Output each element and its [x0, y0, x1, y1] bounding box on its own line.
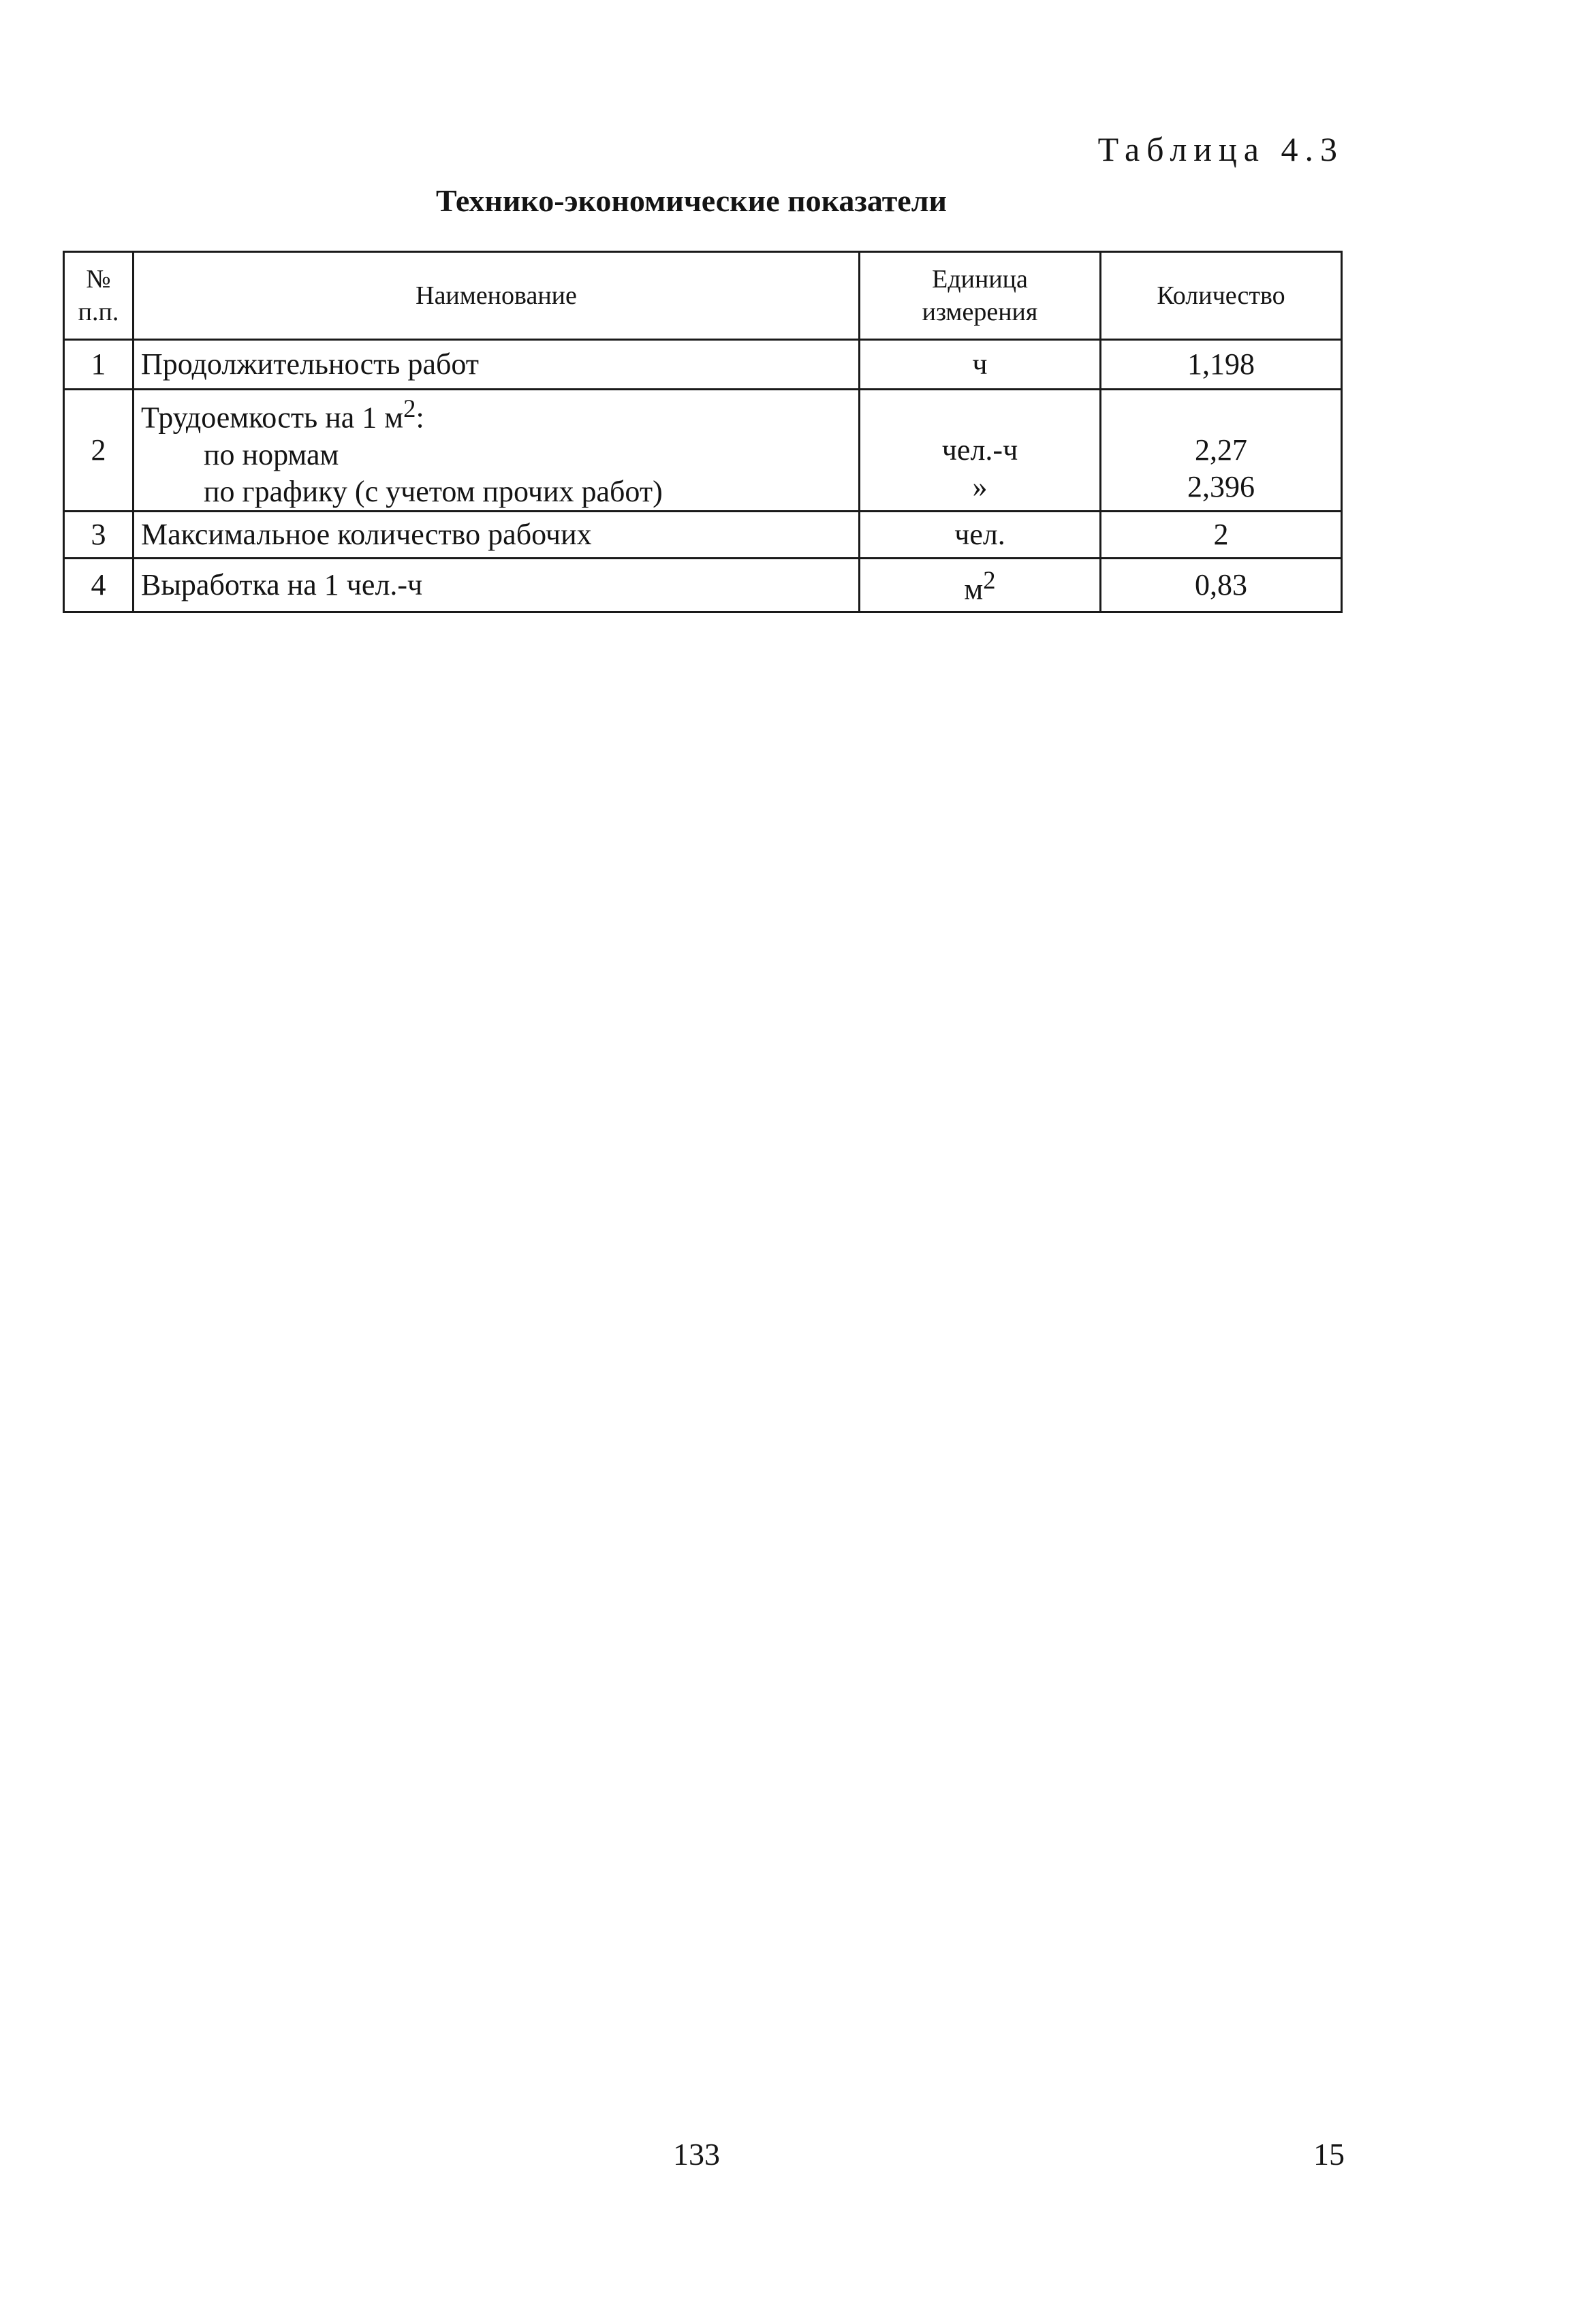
row-name-superscript: 2: [403, 394, 416, 422]
header-unit: [860, 252, 1101, 340]
table-number-label: Таблица 4.3: [1097, 130, 1344, 168]
table-title: Технико-экономические показатели: [435, 183, 948, 218]
header-name: Наименование: [134, 252, 860, 340]
row-qty: 1,198: [1101, 340, 1342, 390]
header-num-line1: №: [86, 265, 111, 294]
row-name: Продолжительность работ: [134, 340, 860, 390]
row-unit: чел.: [860, 511, 1101, 558]
row-num: 4: [64, 558, 134, 612]
row-name-main: [141, 390, 851, 437]
row-qty: 2: [1101, 511, 1342, 558]
row-qty: 0,83: [1101, 558, 1342, 612]
table-row: [64, 340, 1342, 390]
indicators-table: [63, 251, 1343, 613]
table-header-row: [64, 252, 1342, 340]
row-num: 3: [64, 511, 134, 558]
row-name-suffix: :: [416, 401, 424, 435]
row-name-text: Трудоемкость на 1 м: [141, 401, 404, 435]
table-row: [64, 558, 1342, 612]
row-unit: [860, 558, 1101, 612]
row-qty: [1101, 390, 1342, 512]
row-num: 2: [64, 390, 134, 512]
sheet-number: 15: [1313, 2137, 1345, 2172]
header-num: [64, 252, 134, 340]
sub-item-unit: »: [972, 469, 988, 503]
sub-item-name: по графику (с учетом прочих работ): [204, 474, 663, 508]
sub-item-qty: 2,27: [1195, 433, 1247, 467]
row-name: [134, 390, 860, 512]
row-unit: ч: [860, 340, 1101, 390]
sub-item-qty: 2,396: [1187, 469, 1255, 503]
row-name: Выработка на 1 чел.-ч: [134, 558, 860, 612]
sub-item-name: по нормам: [204, 437, 339, 471]
header-qty: Количество: [1101, 252, 1342, 340]
row-name: Максимальное количество рабочих: [134, 511, 860, 558]
table-row: [64, 390, 1342, 512]
row-unit: [860, 390, 1101, 512]
row-unit-superscript: 2: [983, 565, 996, 594]
table-row: [64, 511, 1342, 558]
header-unit-line2: измерения: [922, 298, 1038, 326]
sub-item-unit: чел.-ч: [941, 433, 1018, 467]
page-number: 133: [673, 2137, 720, 2172]
header-unit-line1: Единица: [932, 265, 1028, 294]
row-num: 1: [64, 340, 134, 390]
row-unit-text: м: [964, 572, 984, 606]
header-num-line2: п.п.: [78, 298, 119, 326]
